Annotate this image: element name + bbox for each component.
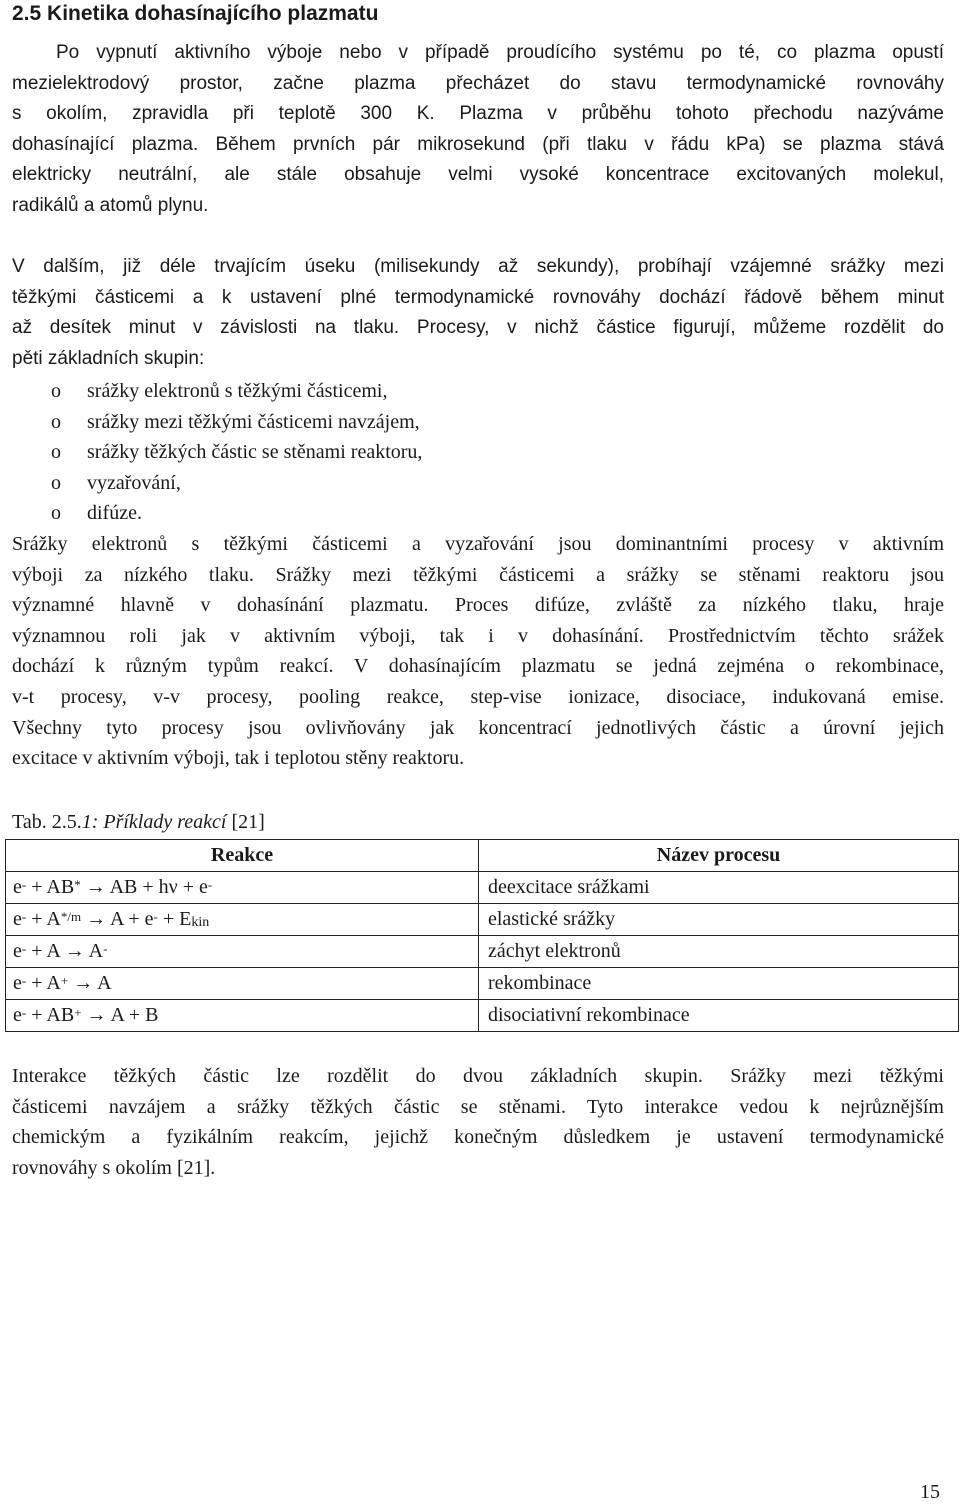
list-item: o srážky mezi těžkými částicemi navzájem, xyxy=(12,407,422,438)
para-line: excitace v aktivním výboji, tak i teplotou stěny reaktoru. xyxy=(12,747,465,770)
arrow-icon: → xyxy=(85,876,106,898)
process-name-cell: deexcitace srážkami xyxy=(479,872,959,904)
process-name-cell: záchyt elektronů xyxy=(479,936,959,968)
para-line: rovnováhy s okolím [21]. xyxy=(12,1156,216,1179)
table-row xyxy=(6,904,959,936)
para-line: s okolím, zpravidla při teplotě 300 K. Plazma v průběhu tohoto přechodu nazýváme xyxy=(12,103,944,125)
bullet-marker: o xyxy=(51,441,61,464)
reaction-cell: e- + AB* → AB + hν + e- xyxy=(6,872,479,904)
list-item: o difúze. xyxy=(12,498,422,529)
paragraph-intro xyxy=(12,38,944,222)
para-line: těžkými částicemi a k ustavení plné termodynamické rovnováhy dochází řádově během minut xyxy=(12,286,944,308)
column-header-reaction: Reakce xyxy=(6,840,479,872)
process-name-cell: rekombinace xyxy=(479,968,959,1000)
para-line: Interakce těžkých částic lze rozdělit do dvou základních skupin. Srážky mezi těžkými xyxy=(12,1065,944,1087)
process-name-cell: disociativní rekombinace xyxy=(479,1000,959,1032)
para-line: mezielektrodový prostor, začne plazma přecházet do stavu termodynamické rovnováhy xyxy=(12,72,944,94)
para-line: dochází k různým typům reakcí. V dohasínajícím plazmatu se jedná zejména o rekombinace, xyxy=(12,655,944,678)
reactions-table xyxy=(5,839,959,1032)
para-line: pěti základních skupin: xyxy=(12,347,205,369)
bullet-marker: o xyxy=(51,380,61,402)
para-line: dohasínající plazma. Během prvních pár mikrosekund (při tlaku v řádu kPa) se plazma stává xyxy=(12,133,944,155)
bullet-marker: o xyxy=(51,502,61,525)
table-caption: Tab. 2.5.1: Příklady reakcí [21] xyxy=(12,811,265,833)
para-line: V dalším, již déle trvajícím úseku (milisekundy až sekundy), probíhají vzájemné srážky mezi xyxy=(12,256,944,277)
table-row xyxy=(6,968,959,1000)
list-item: o srážky těžkých částic se stěnami reaktoru, xyxy=(12,437,422,468)
bullet-marker: o xyxy=(51,471,61,494)
para-line: Všechny tyto procesy jsou ovlivňovány jak koncentrací jednotlivých částic a úrovní jejich xyxy=(12,716,944,739)
reaction-cell: e- + A+ → A xyxy=(6,968,479,1000)
table-row xyxy=(6,872,959,904)
para-line: elektricky neutrální, ale stále obsahuje velmi vysoké koncentrace excitovaných molekul, xyxy=(12,164,944,186)
para-line: v-t procesy, v-v procesy, pooling reakce, step-vise ionizace, disociace, indukovaná emise. xyxy=(12,685,944,708)
process-groups-list xyxy=(12,376,422,529)
arrow-icon: → xyxy=(73,972,94,994)
para-line: Po vypnutí aktivního výboje nebo v případě proudícího systému po té, co plazma opustí xyxy=(56,42,944,63)
reaction-cell: $e^- + A^{*/m} \to A + e^- + E_{kin}$ xyxy=(6,904,479,936)
paragraph-heavy-interactions xyxy=(12,1061,944,1183)
para-line: chemickým a fyzikálním reakcím, jejichž konečným důsledkem je ustavení termodynamické xyxy=(12,1126,944,1149)
reaction-cell: e- + AB+ → A + B xyxy=(6,1000,479,1032)
table-row xyxy=(6,936,959,968)
arrow-icon: → xyxy=(86,1004,107,1026)
section-heading: 2.5 Kinetika dohasínajícího plazmatu xyxy=(12,2,379,25)
table-header-row xyxy=(6,840,959,872)
para-line: až desítek minut v závislosti na tlaku. Procesy, v nichž částice figurují, můžeme rozdělit do xyxy=(12,317,944,339)
para-line: významné hlavně v dohasínání plazmatu. Proces difúze, zvláště za nízkého tlaku, hraje xyxy=(12,594,944,617)
para-line: částicemi navzájem a srážky těžkých částic se stěnami. Tyto interakce vedou k nejrůznějším xyxy=(12,1095,944,1118)
process-name-cell: elastické srážky xyxy=(479,904,959,936)
list-item: o vyzařování, xyxy=(12,468,422,499)
para-line: Srážky elektronů s těžkými částicemi a vyzařování jsou dominantními procesy v aktivním xyxy=(12,533,944,555)
arrow-icon: → xyxy=(64,940,85,962)
paragraph-processes xyxy=(12,529,944,774)
para-line: významnou roli jak v aktivním výboji, tak i v dohasínání. Prostřednictvím těchto srážek xyxy=(12,624,944,647)
bullet-marker: o xyxy=(51,410,61,433)
paragraph-heavy-particles xyxy=(12,252,944,374)
reaction-cell: e- + A → A- xyxy=(6,936,479,968)
page-number: 15 xyxy=(920,1481,940,1503)
arrow-icon: → xyxy=(86,908,107,930)
table-row xyxy=(6,1000,959,1032)
para-line: radikálů a atomů plynu. xyxy=(12,194,209,216)
column-header-process-name: Název procesu xyxy=(479,840,959,872)
list-item: o srážky elektronů s těžkými částicemi, xyxy=(12,376,422,407)
para-line: výboji za nízkého tlaku. Srážky mezi těžkými částicemi a srážky se stěnami reaktoru jsou xyxy=(12,563,944,586)
